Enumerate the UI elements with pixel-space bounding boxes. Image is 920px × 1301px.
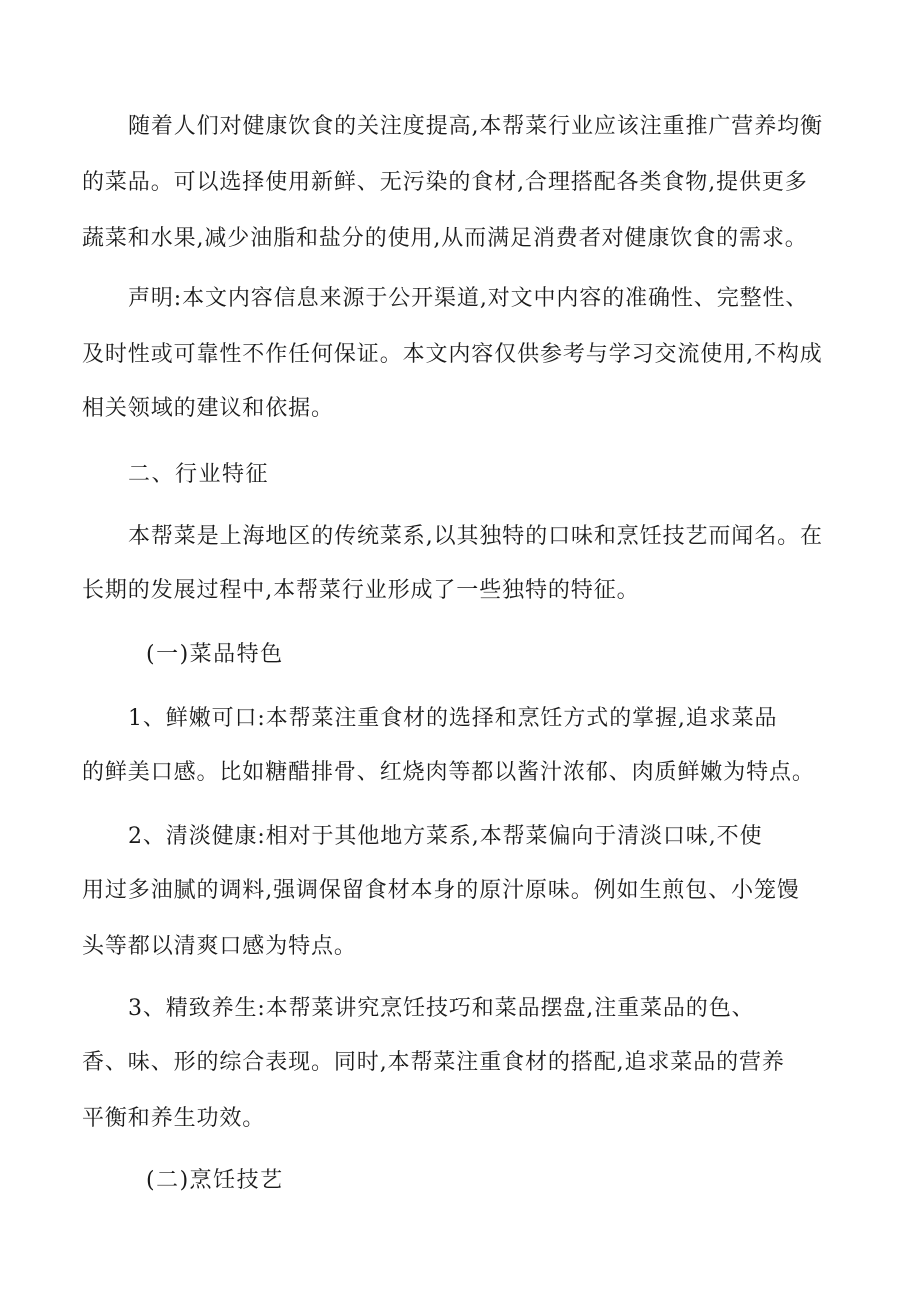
subsection-heading: (一)菜品特色 [146, 642, 284, 667]
subsection-heading: (二)烹饪技艺 [146, 1168, 284, 1193]
text-line: 用过多油腻的调料,强调保留食材本身的原汁原味。例如生煎包、小笼馒 [82, 878, 800, 903]
section-heading: 二、行业特征 [128, 462, 270, 487]
text-line: 相关领域的建议和依据。 [82, 396, 334, 421]
text-line: 平衡和养生功效。 [82, 1106, 266, 1131]
text-line: 的菜品。可以选择使用新鲜、无污染的食材,合理搭配各类食物,提供更多 [82, 170, 808, 195]
text-line: 头等都以清爽口感为特点。 [82, 934, 357, 959]
text-line: 及时性或可靠性不作任何保证。本文内容仅供参考与学习交流使用,不构成 [82, 342, 823, 367]
text-line: 3、精致养生:本帮菜讲究烹饪技巧和菜品摆盘,注重菜品的色、 [128, 996, 755, 1021]
text-line: 随着人们对健康饮食的关注度提高,本帮菜行业应该注重推广营养均衡 [128, 114, 823, 139]
text-line: 2、清淡健康:相对于其他地方菜系,本帮菜偏向于清淡口味,不使 [128, 824, 763, 849]
text-line: 的鲜美口感。比如糖醋排骨、红烧肉等都以酱汁浓郁、肉质鲜嫩为特点。 [82, 760, 815, 785]
text-line: 本帮菜是上海地区的传统菜系,以其独特的口味和烹饪技艺而闻名。在 [128, 524, 823, 549]
text-line: 1、鲜嫩可口:本帮菜注重食材的选择和烹饪方式的掌握,追求菜品 [128, 706, 778, 731]
text-line: 蔬菜和水果,减少油脂和盐分的使用,从而满足消费者对健康饮食的需求。 [82, 226, 808, 251]
text-line: 香、味、形的综合表现。同时,本帮菜注重食材的搭配,追求菜品的营养 [82, 1050, 785, 1075]
text-line: 长期的发展过程中,本帮菜行业形成了一些独特的特征。 [82, 578, 640, 603]
text-line: 声明:本文内容信息来源于公开渠道,对文中内容的准确性、完整性、 [128, 286, 809, 311]
